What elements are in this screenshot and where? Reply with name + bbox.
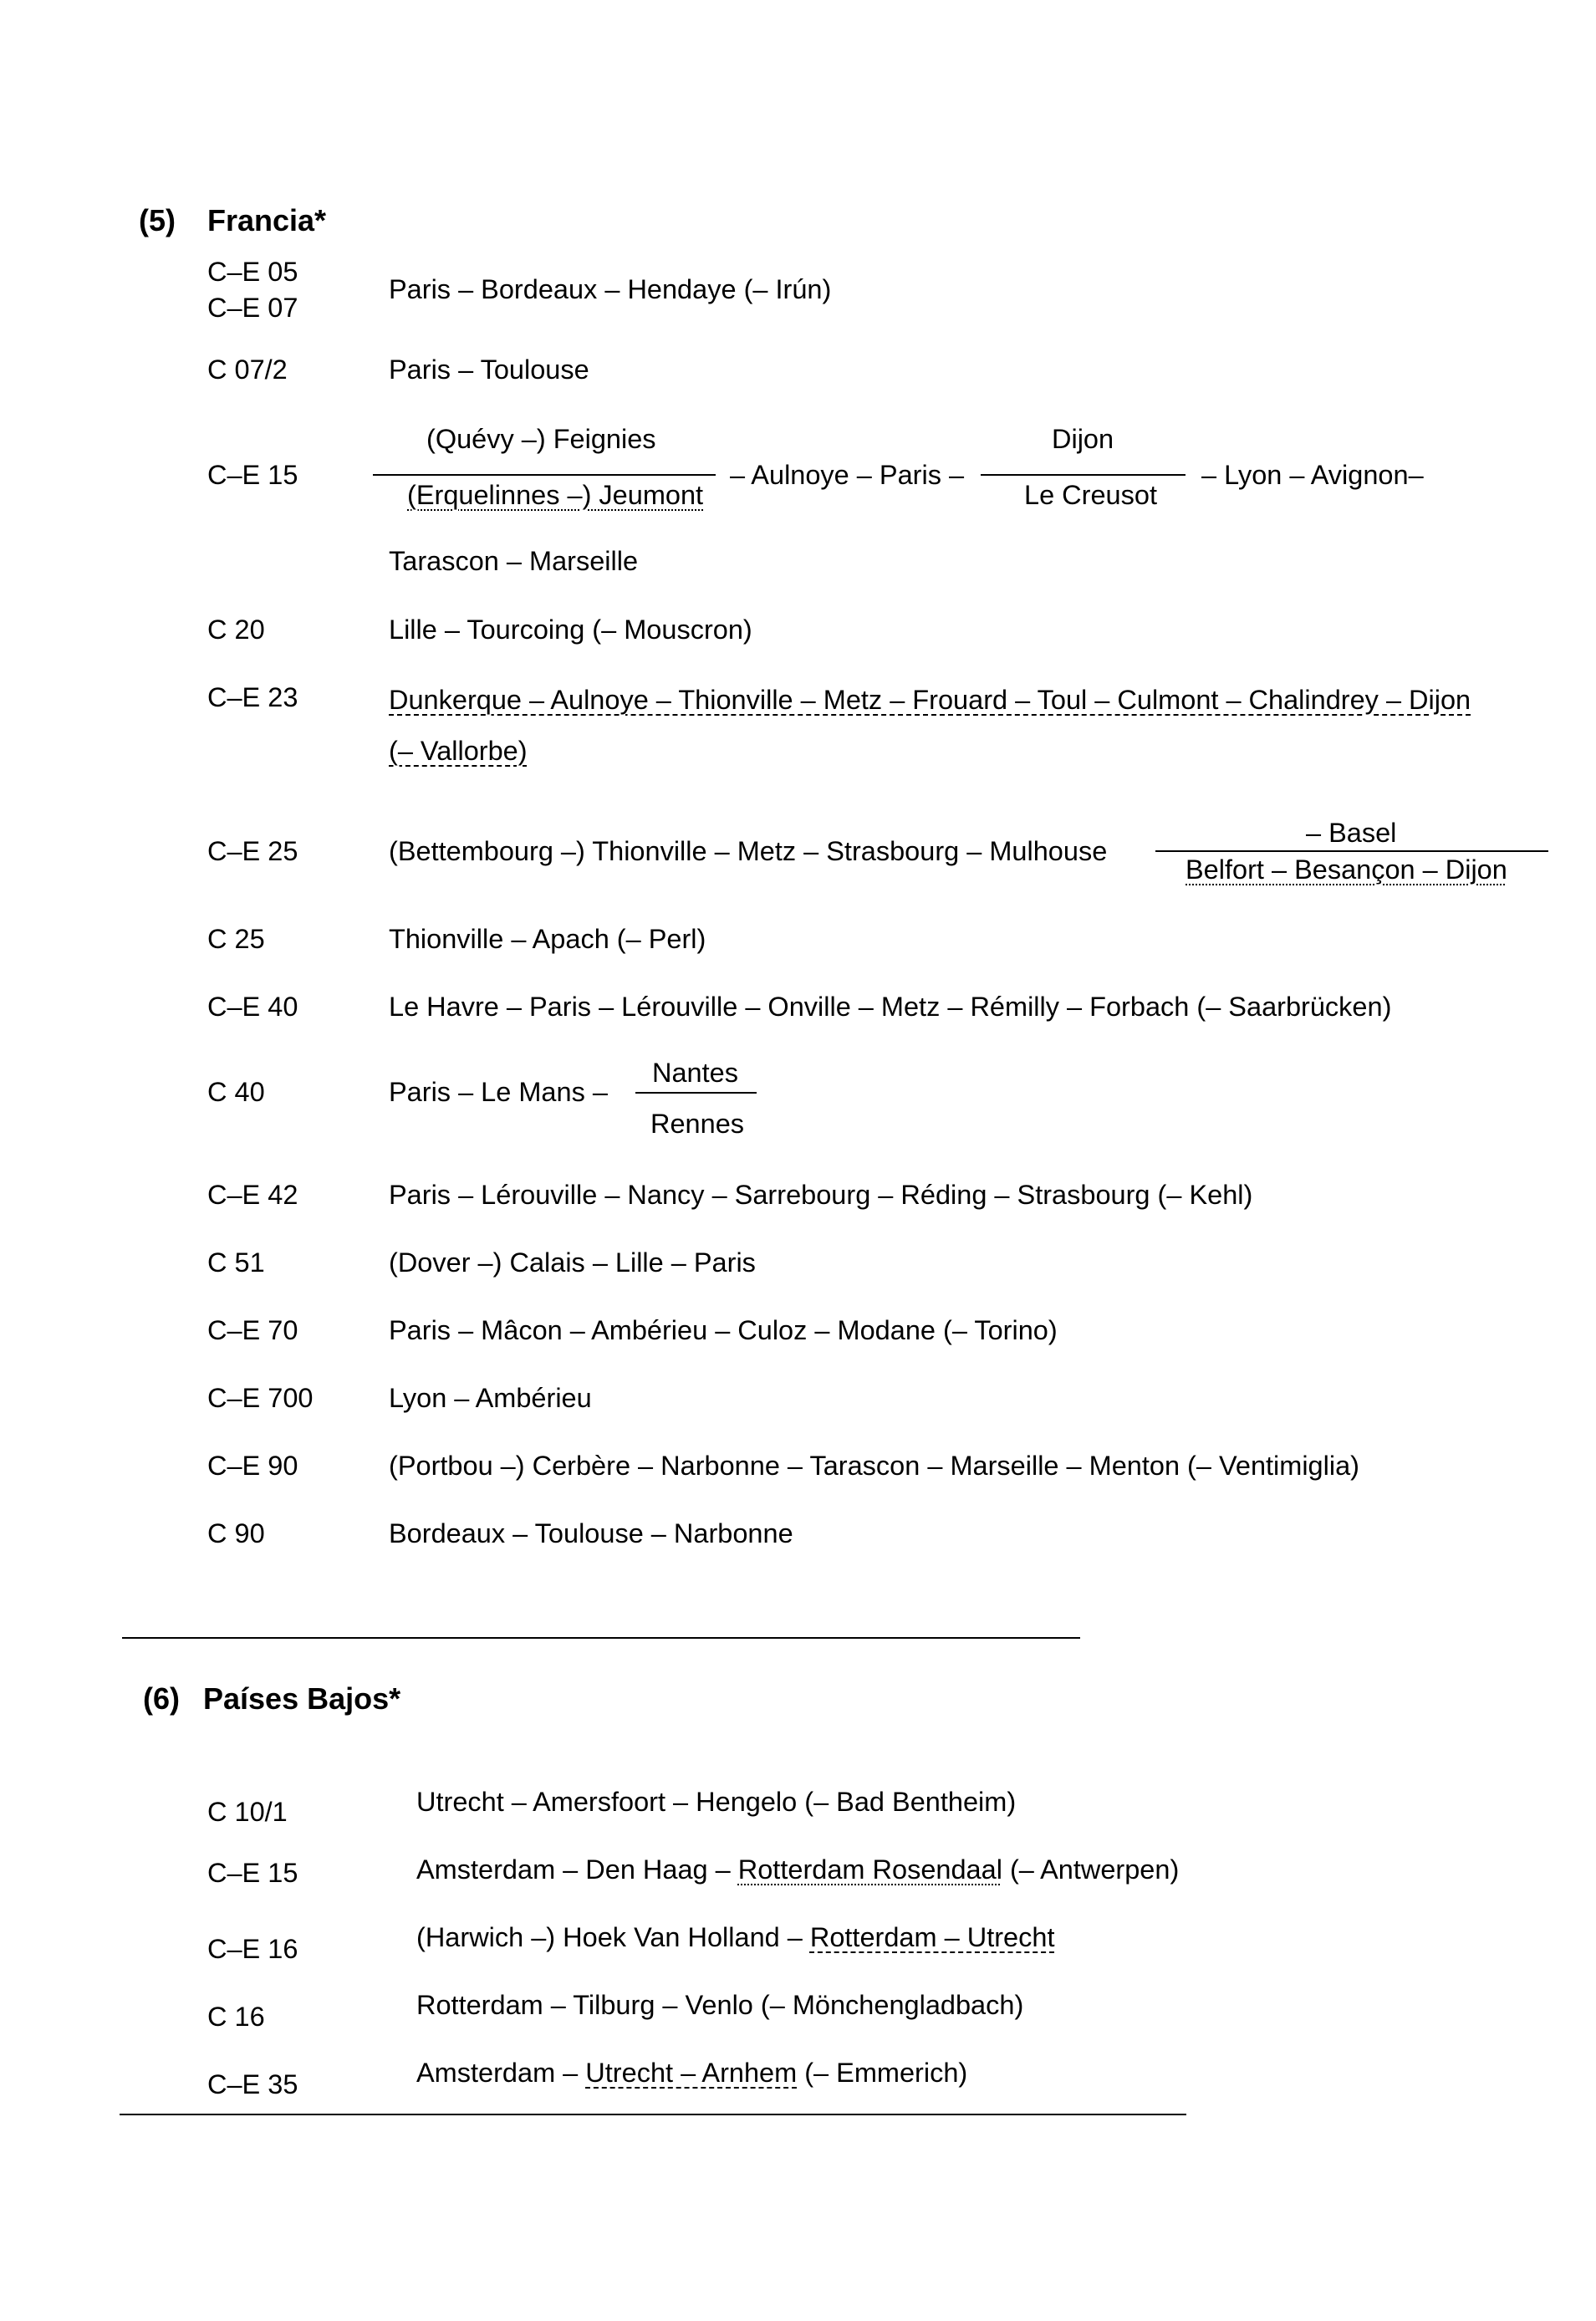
route-segment: (– Emmerich) [804,2058,968,2088]
route-code: C–E 15 [207,460,298,490]
route-code: C–E 15 [207,1858,298,1888]
route-branch-top: – Basel [1306,818,1397,848]
section-divider [120,2114,1186,2115]
route-description: Paris – Bordeaux – Hendaye (– Irún) [389,274,832,304]
route-code: C–E 07 [207,293,298,323]
route-description [416,2058,967,2089]
section-number: (5) [139,203,176,237]
section-number: (6) [143,1681,180,1716]
route-code: C 07/2 [207,355,288,385]
route-description: Lille – Tourcoing (– Mouscron) [389,615,752,645]
route-segment: (– Antwerpen) [1009,1854,1180,1885]
route-description: Paris – Lérouville – Nancy – Sarrebourg – Réding – Strasbourg (– Kehl) [389,1180,1253,1210]
route-description: Dunkerque – Aulnoye – Thionville – Metz – Frouard – Toul – Culmont – Chalindrey – Dijon [389,685,1471,715]
route-code: C 40 [207,1077,265,1107]
route-code: C–E 35 [207,2069,298,2099]
route-segment: (Harwich –) Hoek Van Holland – [416,1922,803,1952]
route-continuation: (– Vallorbe) [389,736,528,766]
route-segment-underlined: Utrecht – Arnhem [585,2058,798,2088]
route-branch-bottom: Belfort – Besançon – Dijon [1186,854,1507,885]
route-description: Lyon – Ambérieu [389,1383,592,1413]
route-description: Paris – Le Mans – [389,1077,608,1107]
route-code: C 51 [207,1247,265,1278]
route-description: – Lyon – Avignon– [1201,460,1424,490]
route-branch-top: Dijon [1052,424,1114,454]
fraction-line [981,474,1186,476]
route-description: (Bettembourg –) Thionville – Metz – Strasbourg – Mulhouse [389,836,1108,866]
route-code: C–E 25 [207,836,298,866]
route-description [416,1854,1179,1885]
fraction-line [373,474,716,476]
route-description: Paris – Toulouse [389,355,589,385]
route-branch-bottom: Rennes [650,1109,745,1139]
route-description: Bordeaux – Toulouse – Narbonne [389,1518,793,1548]
route-description: Rotterdam – Tilburg – Venlo (– Mönchengladbach) [416,1990,1024,2020]
route-description: Le Havre – Paris – Lérouville – Onville – Metz – Rémilly – Forbach (– Saarbrücken) [389,992,1392,1022]
route-description: Paris – Mâcon – Ambérieu – Culoz – Modane (– Torino) [389,1315,1058,1345]
route-segment-underlined: Rotterdam – Utrecht [809,1922,1055,1952]
section-title: Francia* [207,203,327,237]
route-code: C–E 42 [207,1180,298,1210]
route-description [416,1922,1054,1953]
route-code: C–E 70 [207,1315,298,1345]
fraction-line [1155,850,1548,852]
route-branch-bottom: Le Creusot [1024,480,1157,510]
route-code: C–E 23 [207,682,298,712]
route-description: (Portbou –) Cerbère – Narbonne – Tarascon – Marseille – Menton (– Ventimiglia) [389,1451,1359,1481]
route-segment: Amsterdam – Den Haag – [416,1854,731,1885]
route-code: C–E 16 [207,1934,298,1964]
route-continuation: Tarascon – Marseille [389,546,639,576]
route-code: C 10/1 [207,1797,288,1827]
route-code: C 25 [207,924,265,954]
route-description: (Dover –) Calais – Lille – Paris [389,1247,756,1278]
route-branch-top: (Quévy –) Feignies [426,424,656,454]
route-segment-underlined: Rotterdam Rosendaal [737,1854,1002,1885]
section-title: Países Bajos* [203,1681,401,1716]
route-description: Utrecht – Amersfoort – Hengelo (– Bad Bentheim) [416,1787,1017,1817]
route-code: C 16 [207,2002,265,2032]
route-code: C 20 [207,615,265,645]
route-code: C–E 40 [207,992,298,1022]
route-description: Thionville – Apach (– Perl) [389,924,706,954]
route-code: C–E 700 [207,1383,314,1413]
route-segment: Amsterdam – [416,2058,579,2088]
route-code: C 90 [207,1518,265,1548]
route-code: C–E 90 [207,1451,298,1481]
route-branch-top: Nantes [652,1058,738,1088]
route-description: – Aulnoye – Paris – [730,460,965,490]
route-code: C–E 05 [207,257,298,287]
route-branch-bottom: (Erquelinnes –) Jeumont [407,480,704,510]
fraction-line [635,1092,757,1094]
section-divider [122,1637,1080,1639]
